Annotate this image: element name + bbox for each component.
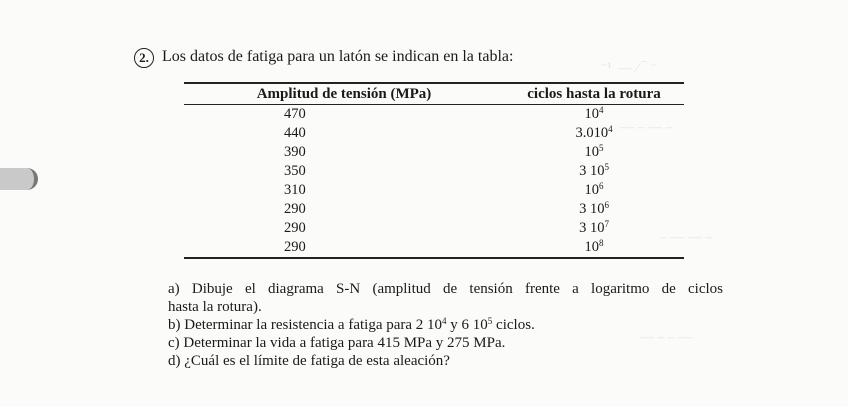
stress-cell: 290 — [284, 239, 306, 255]
stress-cell: 350 — [284, 163, 306, 179]
cycles-cell: 3.010$^4$ — [575, 124, 613, 141]
stress-cell: 440 — [284, 125, 306, 141]
item-a-line1: a) Dibuje el diagrama S-N (amplitud de tensión frente a logaritmo de ciclos — [168, 281, 723, 297]
stress-cell: 390 — [284, 144, 306, 160]
stress-cell: 290 — [284, 220, 306, 236]
bleed-through-mark: ‒ — — ‒ — [660, 230, 713, 245]
question-items — [168, 280, 723, 370]
stress-cell: 310 — [284, 182, 306, 198]
item-a-line2: hasta la rotura). — [168, 299, 262, 315]
table-row — [184, 143, 684, 162]
table-row — [184, 105, 684, 125]
table-row — [184, 238, 684, 258]
cycles-cell: $10^6$ — [584, 181, 604, 198]
bleed-through-mark: — ‒ ‒ — — [640, 330, 693, 345]
cycles-cell: $10^5$ — [584, 143, 604, 160]
cycles-cell: $10^8$ — [584, 238, 604, 255]
question-heading: Los datos de fatiga para un latón se indican en la tabla: — [162, 48, 514, 65]
stress-cell: 470 — [284, 106, 306, 122]
bleed-through-mark: — ‒ — ‒ — [620, 120, 673, 135]
item-d: d) ¿Cuál es el límite de fatiga de esta aleación? — [168, 353, 450, 369]
cycles-cell: 3 $10^5$ — [579, 162, 609, 179]
question-number: 2. — [134, 48, 154, 68]
table-row — [184, 162, 684, 181]
table-row — [184, 200, 684, 219]
table-header-row — [184, 83, 684, 105]
table-row — [184, 219, 684, 238]
table-row — [184, 124, 684, 143]
header-cycles-to-failure: ciclos hasta la rotura — [504, 83, 684, 105]
binder-hole — [0, 168, 38, 190]
table-row — [184, 181, 684, 200]
cycles-cell: 3 $10^6$ — [579, 200, 609, 217]
bleed-through-mark: ⁻¹ — ⁄ ‾ ⁻ — [600, 61, 658, 76]
cycles-cell: 3 $10^7$ — [579, 219, 609, 236]
cycles-cell: $10^4$ — [584, 105, 604, 122]
header-stress-amplitude: Amplitud de tensión (MPa) — [184, 83, 504, 105]
stress-cell: 290 — [284, 201, 306, 217]
item-c: c) Determinar la vida a fatiga para 415 MPa y 275 MPa. — [168, 335, 506, 351]
fatigue-data-table — [184, 82, 684, 259]
item-b: b) Determinar la resistencia a fatiga para 2 $10^4$ y 6 $10^5$ ciclos. — [168, 316, 535, 333]
